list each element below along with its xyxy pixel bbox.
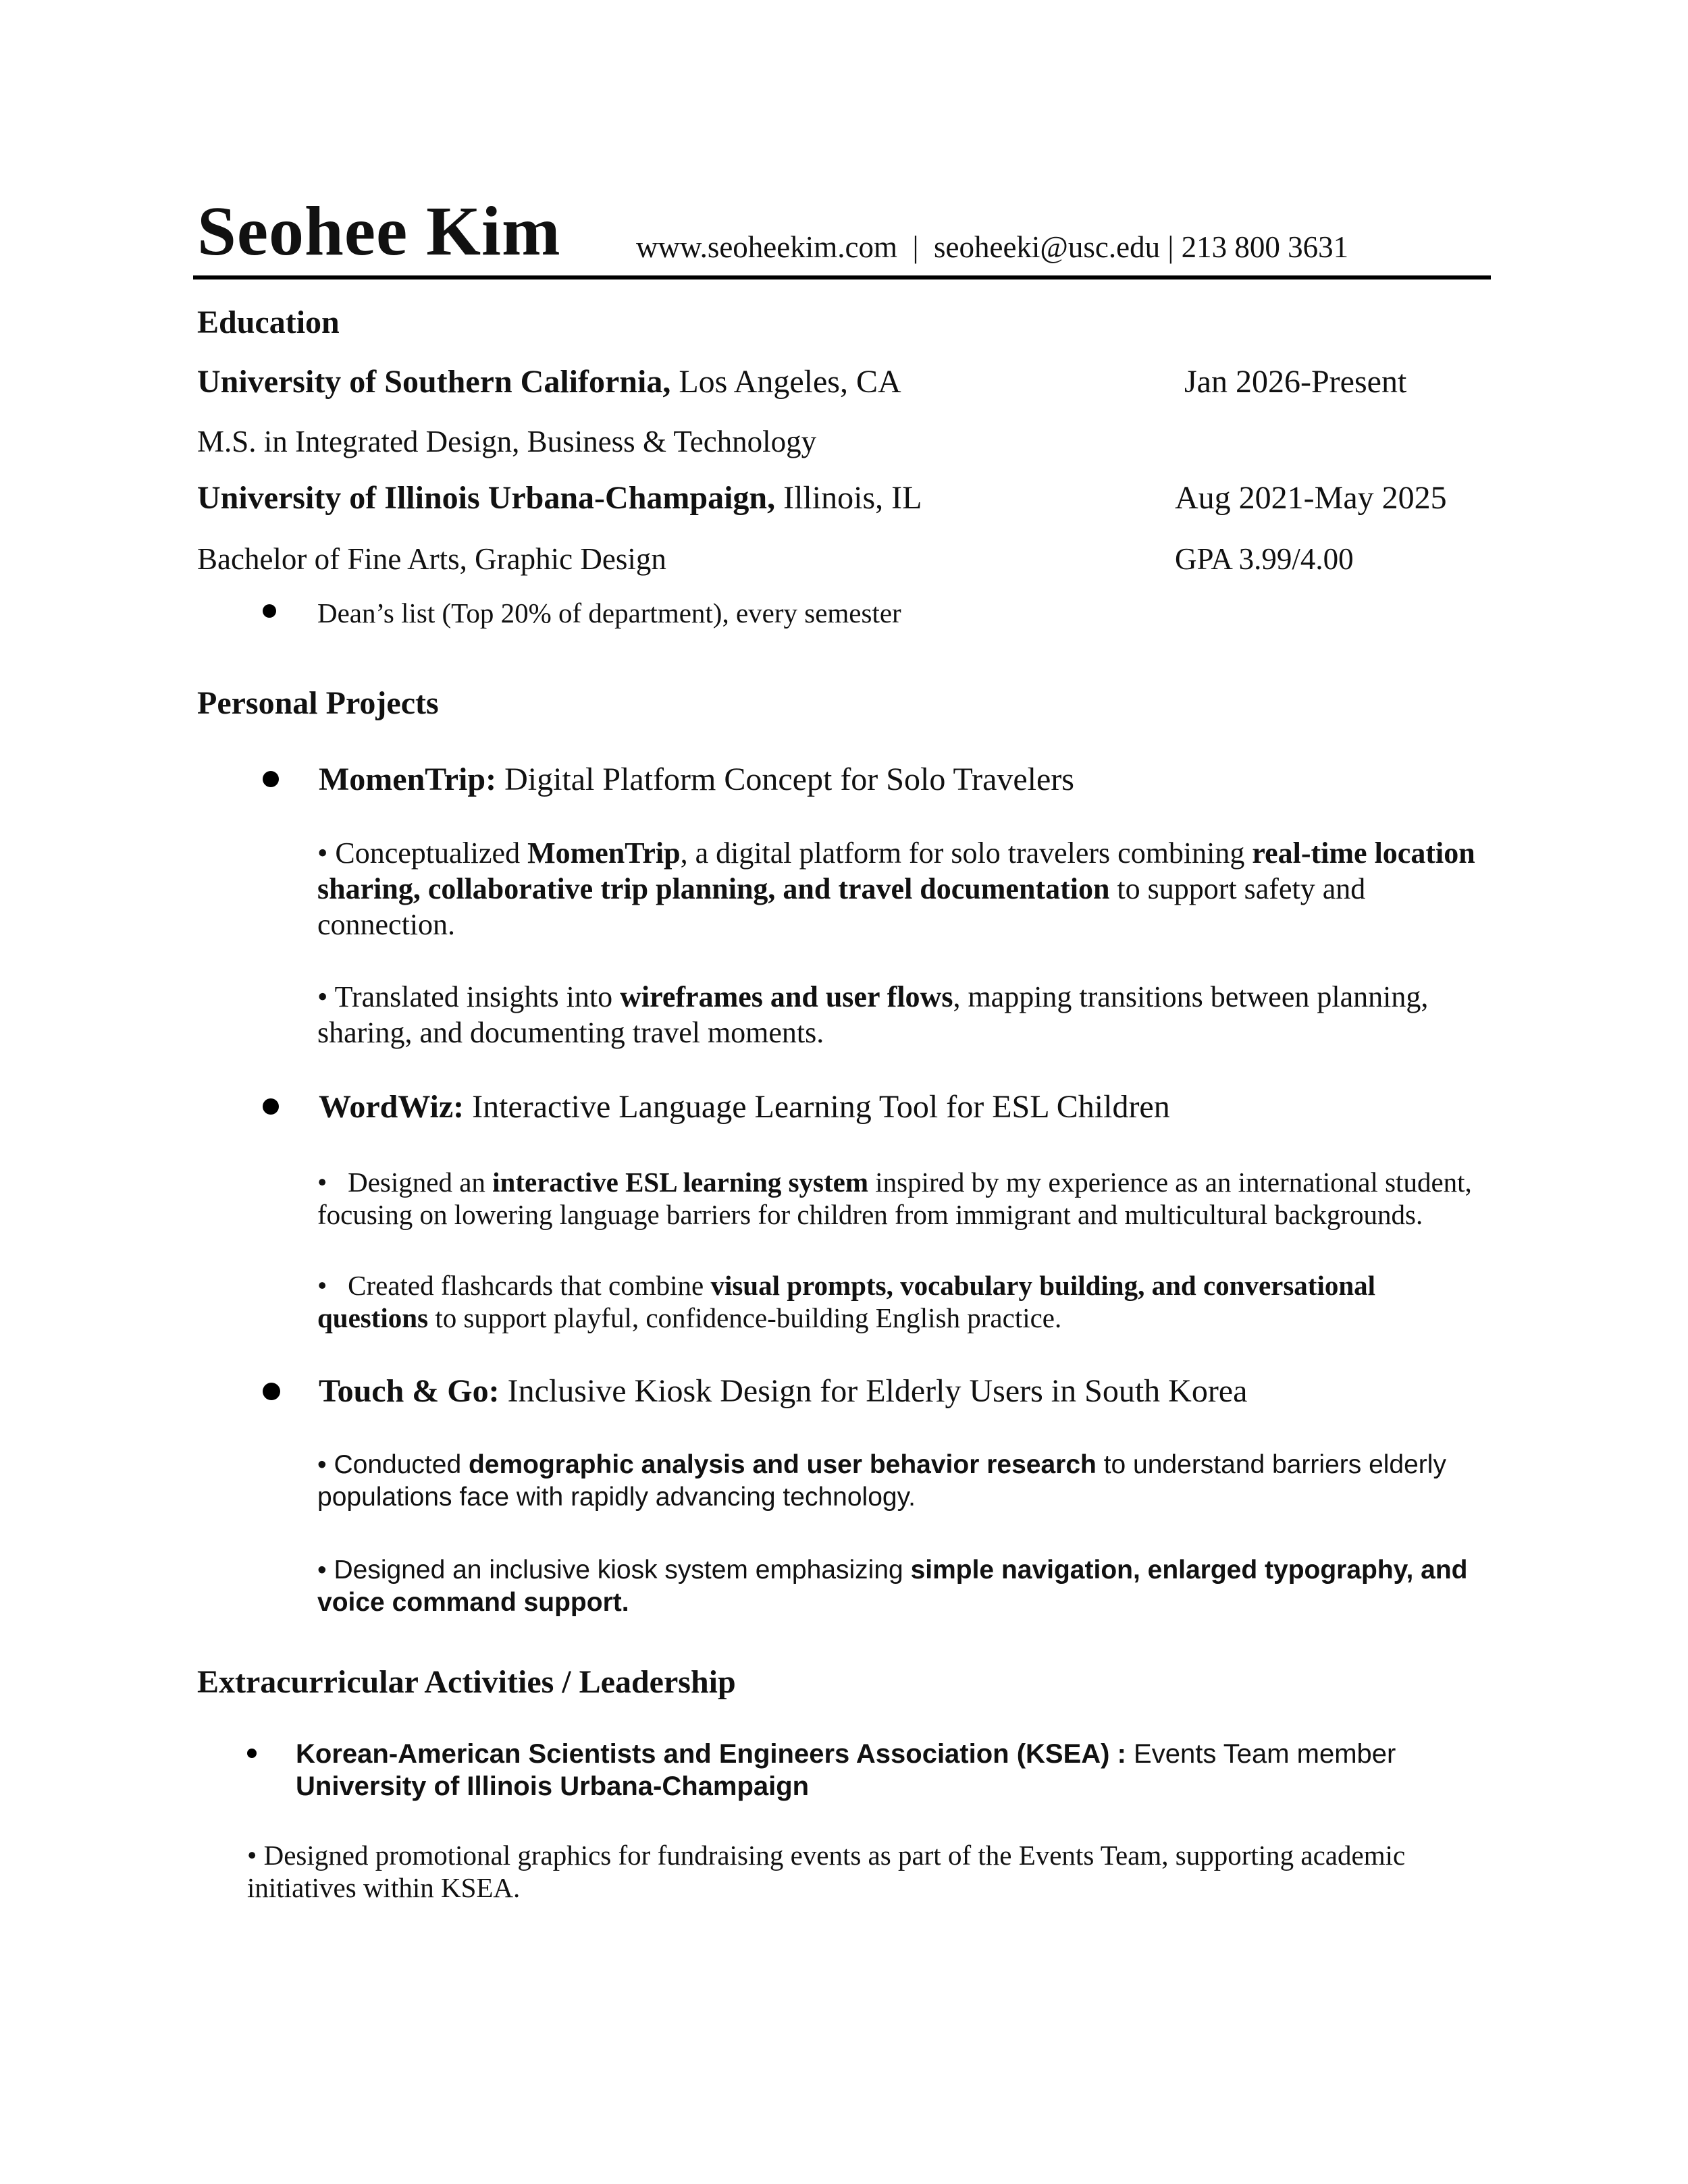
- bullet-icon: [263, 1383, 280, 1400]
- school-name: University of Southern California,: [197, 364, 671, 400]
- school-name: University of Illinois Urbana-Champaign,: [197, 480, 776, 516]
- school-dates: Jan 2026-Present: [1184, 364, 1407, 400]
- bullet-icon: [263, 1098, 279, 1115]
- bullet-icon: [247, 1749, 257, 1758]
- project-title: [319, 1091, 1170, 1123]
- education-heading: Education: [197, 304, 340, 340]
- text: , a digital platform for solo travelers combining: [680, 836, 1252, 870]
- project-name: Touch & Go:: [319, 1373, 500, 1409]
- text-bold: MomenTrip: [527, 836, 681, 870]
- activities-heading: Extracurricular Activities / Leadership: [197, 1664, 736, 1700]
- text-bold: wireframes and user flows: [620, 980, 953, 1013]
- website-link[interactable]: www.seoheekim.com: [636, 230, 897, 264]
- project-bullet: [317, 1269, 1492, 1334]
- school-dates: Aug 2021-May 2025: [1175, 480, 1447, 516]
- text: to support playful, confidence-building English practice.: [428, 1302, 1062, 1333]
- text: • Designed an: [317, 1167, 493, 1198]
- project-bullet: [317, 979, 1479, 1050]
- email-link[interactable]: seoheeki@usc.edu: [934, 230, 1161, 264]
- text: to support safety and connection.: [317, 872, 1366, 941]
- school-location: Illinois, IL: [775, 480, 922, 516]
- honor: Dean’s list (Top 20% of department), every semester: [317, 597, 901, 629]
- projects-heading: Personal Projects: [197, 685, 439, 721]
- project-bullet: [317, 1554, 1479, 1619]
- activity-bullet: • Designed promotional graphics for fundraising events as part of the Events Team, supporting academic initiatives within KSEA.: [247, 1840, 1406, 1903]
- bullet-icon: [263, 771, 279, 787]
- text: • Designed an inclusive kiosk system emphasizing: [317, 1555, 911, 1584]
- school-uiuc: [197, 482, 922, 514]
- degree: M.S. in Integrated Design, Business & Technology: [197, 425, 817, 458]
- project-bullet: [317, 1166, 1492, 1231]
- school-usc: [197, 366, 901, 398]
- text-bold: real-time location sharing, collaborative trip planning, and travel documentation: [317, 836, 1475, 905]
- text: , mapping transitions between planning, sharing, and documenting travel moments.: [317, 980, 1429, 1049]
- contact-separator: |: [1160, 230, 1182, 264]
- project-bullet: [317, 1449, 1479, 1514]
- text: • Translated insights into: [317, 980, 621, 1013]
- text: • Created flashcards that combine: [317, 1270, 711, 1301]
- gpa: GPA 3.99/4.00: [1175, 542, 1354, 576]
- project-name: WordWiz:: [319, 1089, 465, 1125]
- activity-org-line: [296, 1738, 1396, 1770]
- school-location: Los Angeles, CA: [670, 364, 901, 400]
- project-subtitle: Inclusive Kiosk Design for Elderly Users in South Korea: [499, 1373, 1248, 1409]
- text-bold: simple navigation, enlarged typography, and voice command support.: [317, 1555, 1468, 1617]
- header-divider: [193, 275, 1491, 279]
- text-bold: visual prompts, vocabulary building, and conversational questions: [317, 1270, 1376, 1333]
- resume-name: Seohee Kim: [197, 192, 561, 270]
- phone-number: 213 800 3631: [1181, 230, 1349, 264]
- contact-separator: |: [897, 230, 934, 264]
- text-bold: demographic analysis and user behavior research: [468, 1450, 1097, 1479]
- org-role: Events Team member: [1126, 1739, 1396, 1769]
- project-title: [319, 764, 1074, 796]
- text: • Conceptualized: [317, 836, 528, 870]
- project-subtitle: Interactive Language Learning Tool for ESL Children: [464, 1089, 1170, 1125]
- bullet-icon: [263, 604, 276, 618]
- text: • Conducted: [317, 1450, 469, 1479]
- org-name: Korean-American Scientists and Engineers Association (KSEA) :: [296, 1739, 1126, 1769]
- project-bullet: [317, 835, 1479, 942]
- text: to understand barriers elderly populations face with rapidly advancing technology.: [317, 1450, 1446, 1512]
- text-bold: interactive ESL learning system: [492, 1167, 869, 1198]
- project-name: MomenTrip:: [319, 762, 497, 797]
- degree: Bachelor of Fine Arts, Graphic Design: [197, 542, 666, 576]
- activity-school: University of Illinois Urbana-Champaign: [296, 1772, 810, 1801]
- project-title: [319, 1375, 1247, 1408]
- text: inspired by my experience as an international student, focusing on lowering language barriers for children from immigrant and multicultural backgrounds.: [317, 1167, 1472, 1230]
- project-subtitle: Digital Platform Concept for Solo Travelers: [496, 762, 1074, 797]
- contact-line: [636, 232, 1348, 263]
